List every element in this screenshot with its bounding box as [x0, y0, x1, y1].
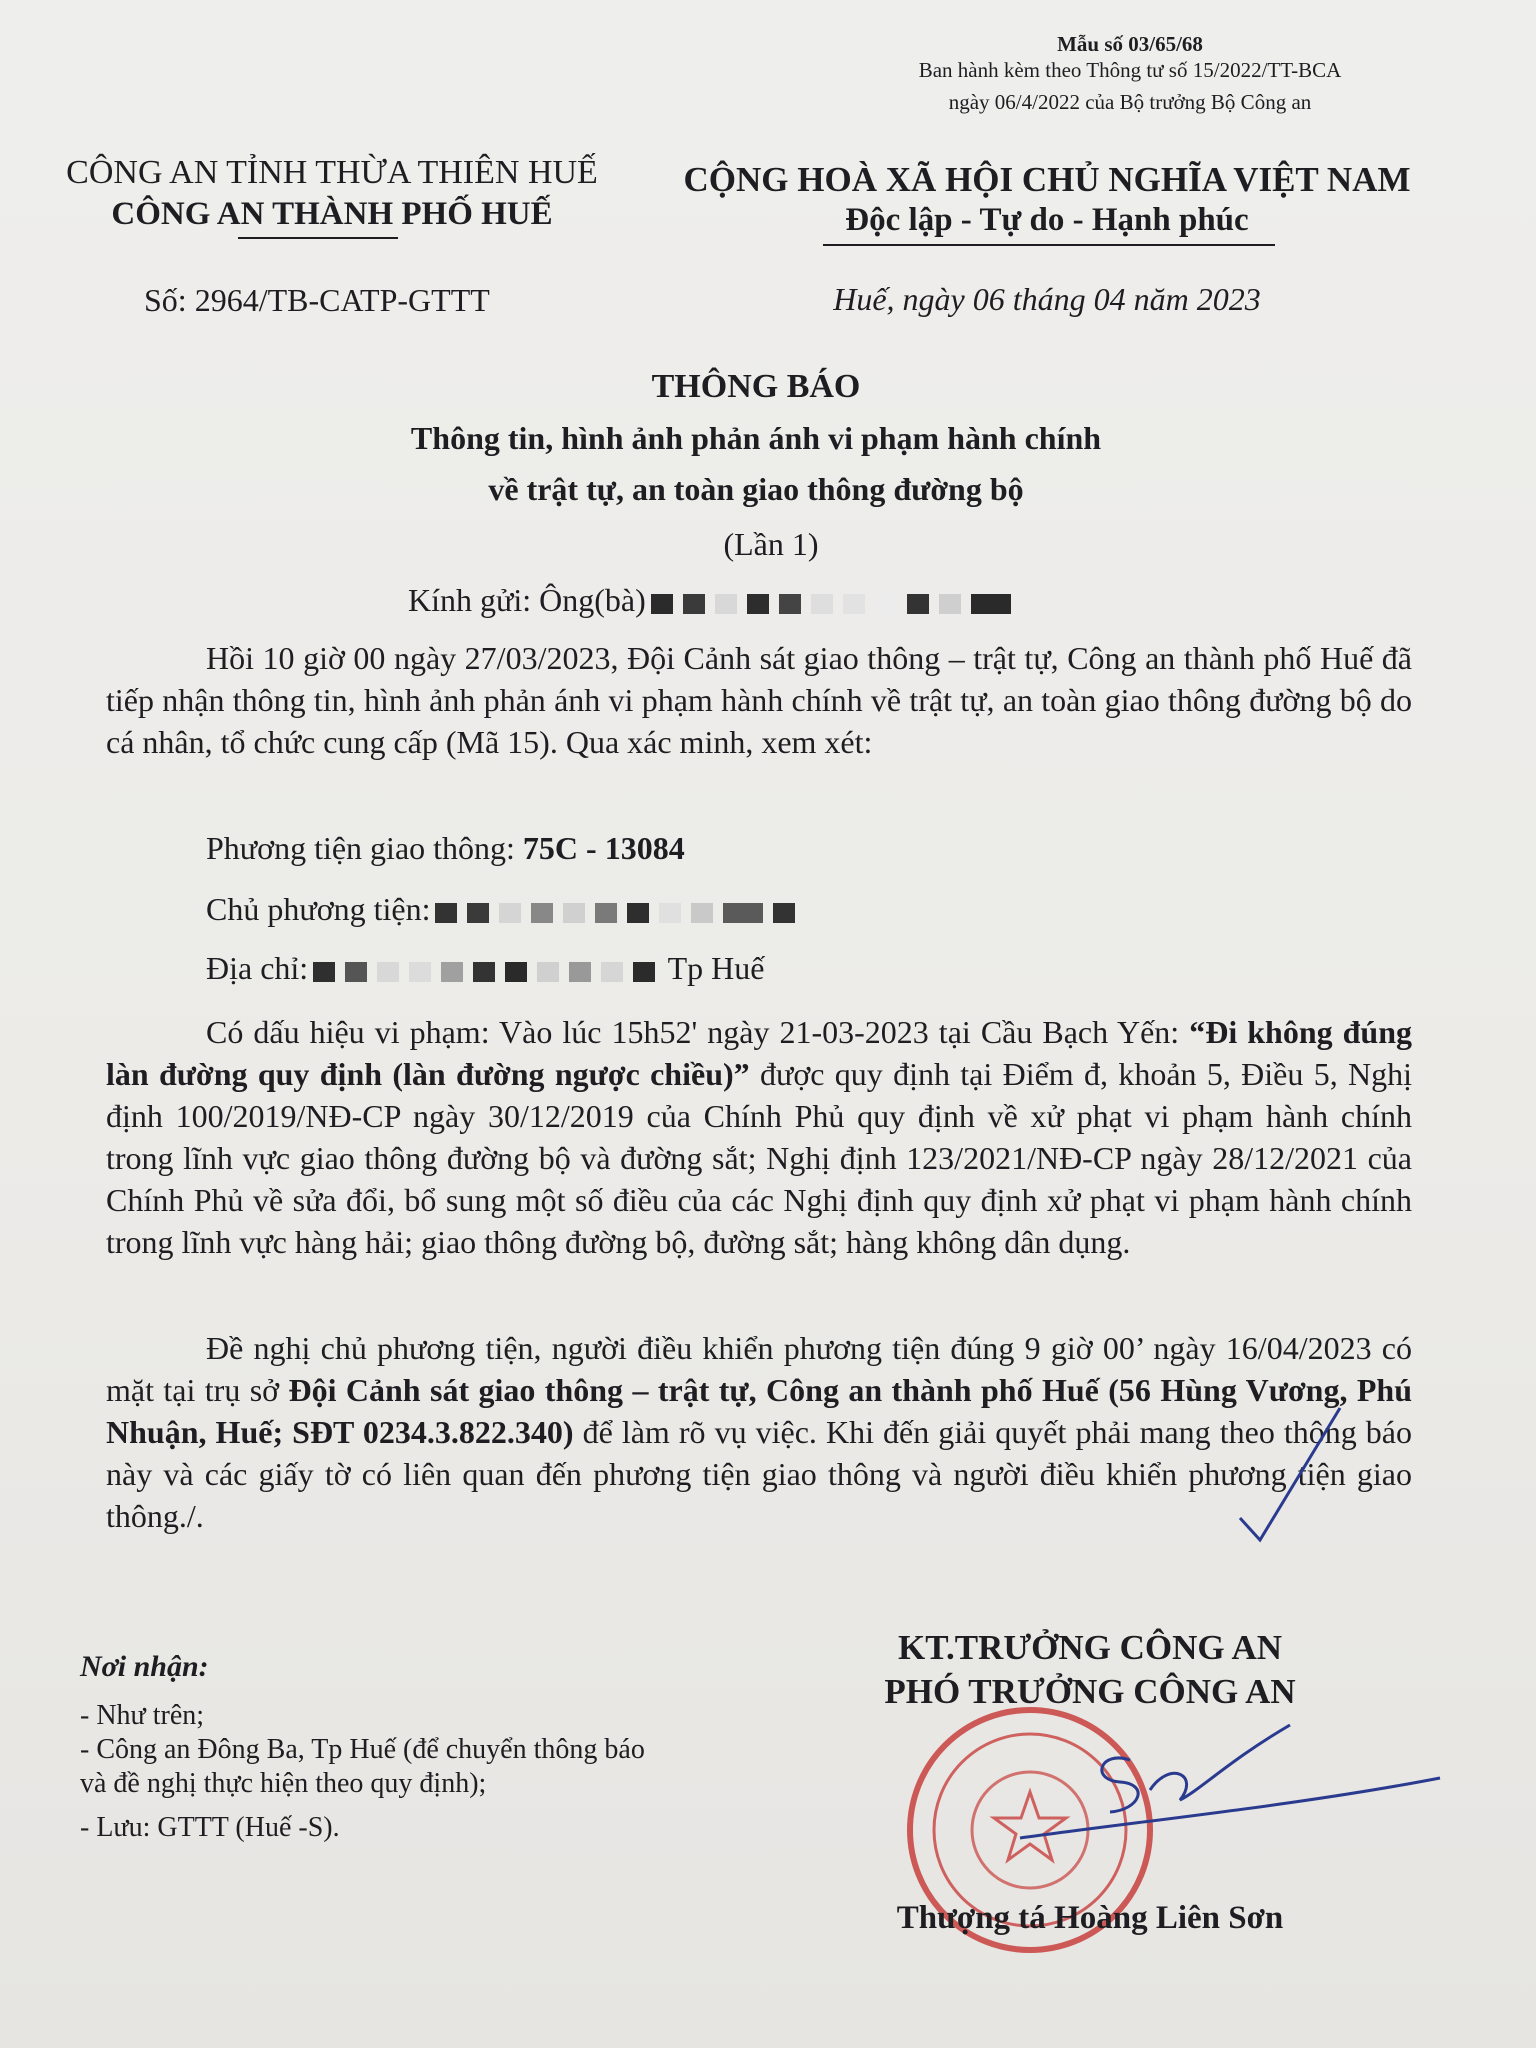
checkmark-icon [1230, 1400, 1350, 1550]
violation-intro: Có dấu hiệu vi phạm: Vào lúc 15h52' ngày 21-03-2023 tại Cầu Bạch Yến: [206, 1014, 1180, 1050]
agency-underline [238, 237, 398, 239]
recipient-label: Kính gửi: Ông(bà) [408, 582, 646, 618]
address-label: Địa chỉ: [206, 950, 309, 986]
issued-with: Ban hành kèm theo Thông tư số 15/2022/TT-BCA [918, 58, 1342, 82]
request-rest: để làm rõ vụ việc. Khi đến giải quyết phải mang theo thông báo này và các giấy tờ có liên quan đến phương tiện giao thông và người điều khiển phương tiện giao thông./. [106, 1414, 1413, 1534]
owner-line [206, 891, 800, 928]
paragraph-intro: Hồi 10 giờ 00 ngày 27/03/2023, Đội Cảnh sát giao thông – trật tự, Công an thành phố Huế đã tiếp nhận thông tin, hình ảnh phản ánh vi phạm hành chính về trật tự, an toàn giao thông đường bộ do cá nhân, tổ chức cung cấp (Mã 15). Qua xác minh, xem xét: [106, 640, 1412, 760]
recipient-item: - Công an Đông Ba, Tp Huế (để chuyển thông báo [80, 1734, 645, 1765]
motto-underline [823, 244, 1275, 246]
doc-title: THÔNG BÁO [651, 368, 861, 405]
vehicle-label: Phương tiện giao thông: [206, 830, 515, 866]
paragraph-request [106, 1327, 1412, 1537]
issued-date: ngày 06/4/2022 của Bộ trưởng Bộ Công an [948, 90, 1312, 114]
vehicle-plate: 75C - 13084 [522, 830, 685, 866]
form-number: Mẫu số 03/65/68 [1057, 32, 1203, 56]
signature-title-2: PHÓ TRƯỞNG CÔNG AN [884, 1672, 1296, 1711]
recipient-item: - Như trên; [80, 1700, 205, 1731]
doc-subtitle-2: về trật tự, an toàn giao thông đường bộ [488, 471, 1024, 507]
signer-name: Thượng tá Hoàng Liên Sơn [896, 1900, 1284, 1936]
document-number: Số: 2964/TB-CATP-GTTT [144, 282, 490, 318]
recipient-item: và đề nghị thực hiện theo quy định); [80, 1768, 487, 1799]
agency-line-1: CÔNG AN TỈNH THỪA THIÊN HUẾ [66, 154, 598, 191]
address-city: Tp Huế [667, 950, 765, 986]
recipient-line [408, 582, 1016, 619]
signature-title-1: KT.TRƯỞNG CÔNG AN [897, 1628, 1283, 1667]
handwritten-signature [1000, 1720, 1450, 1850]
agency-line-2: CÔNG AN THÀNH PHỐ HUẾ [111, 196, 553, 232]
nation-line-1: CỘNG HOÀ XÃ HỘI CHỦ NGHĨA VIỆT NAM [683, 160, 1411, 199]
request-office: Đội Cảnh sát giao thông – trật tự, Công an thành phố Huế (56 Hùng Vương, Phú Nhuận, Huế; SĐT 0234.3.822.340) [106, 1372, 1413, 1450]
paragraph-violation [106, 1011, 1412, 1263]
redacted-address [308, 950, 660, 986]
doc-round: (Lần 1) [723, 526, 819, 562]
violation-legal-basis: được quy định tại Điểm đ, khoản 5, Điều 5, Nghị định 100/2019/NĐ-CP ngày 30/12/2019 của Chính Phủ quy định về xử phạt vi phạm hành chính trong lĩnh vực giao thông đường bộ và đường sắt; Nghị định 123/2021/NĐ-CP ngày 28/12/2021 của Chính Phủ về sửa đổi, bổ sung một số điều của các Nghị định quy định xử phạt vi phạm hành chính trong lĩnh vực hàng hải; giao thông đường bộ, đường sắt; hàng không dân dụng. [106, 1056, 1413, 1260]
nation-motto: Độc lập - Tự do - Hạnh phúc [845, 202, 1249, 238]
violation-title: “Đi không đúng làn đường quy định (làn đường ngược chiều)” [106, 1014, 1413, 1092]
recipients-title: Nơi nhận: [80, 1650, 209, 1683]
place-date: Huế, ngày 06 tháng 04 năm 2023 [833, 281, 1261, 317]
owner-label: Chủ phương tiện: [206, 891, 431, 927]
doc-subtitle-1: Thông tin, hình ảnh phản ánh vi phạm hành chính [410, 420, 1102, 456]
redacted-owner [430, 891, 800, 927]
redacted-recipient [646, 582, 1016, 618]
address-line [206, 950, 764, 987]
vehicle-line [206, 830, 685, 867]
request-intro: Đề nghị chủ phương tiện, người điều khiển phương tiện đúng 9 giờ 00’ ngày 16/04/2023 có mặt tại trụ sở [106, 1330, 1412, 1408]
recipient-item: - Lưu: GTTT (Huế -S). [80, 1812, 340, 1843]
